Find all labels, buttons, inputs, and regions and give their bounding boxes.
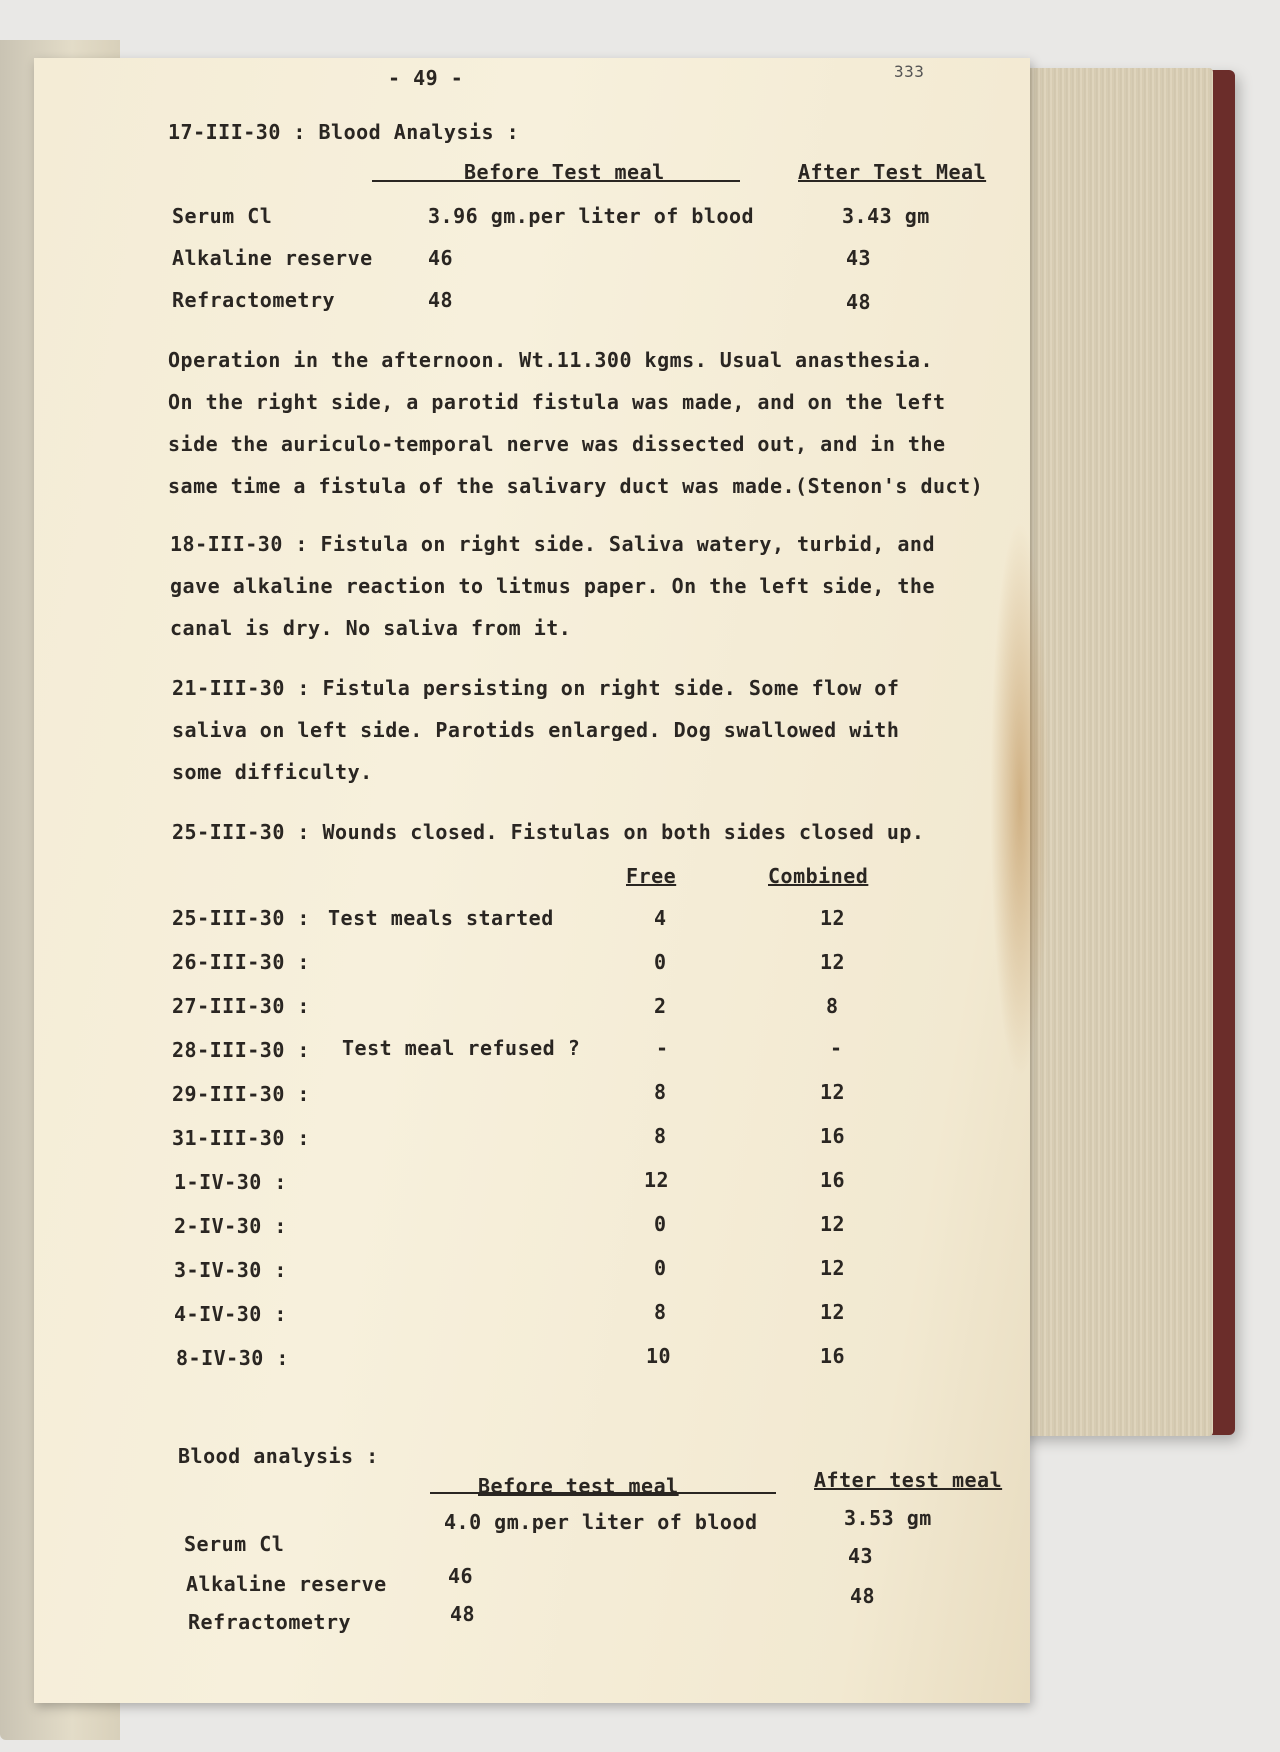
row-label: Serum Cl [172, 204, 273, 228]
row-after: 48 [846, 290, 872, 314]
page-number: - 49 - [388, 66, 464, 90]
row-date: 2-IV-30 : [174, 1214, 287, 1238]
row-free: 8 [654, 1124, 667, 1148]
text-line: On the right side, a parotid fistula was made, and on the left [168, 390, 946, 414]
col-before: Before Test meal [464, 160, 665, 184]
row-combined: - [830, 1036, 843, 1060]
row-note: Test meal refused ? [342, 1036, 581, 1060]
text-line: canal is dry. No saliva from it. [170, 616, 572, 640]
row-note: Test meals started [328, 906, 554, 930]
row-free: 10 [646, 1344, 672, 1368]
row-before: 46 [448, 1564, 474, 1588]
row-free: 0 [654, 1256, 667, 1280]
row-date: 8-IV-30 : [176, 1346, 289, 1370]
row-free: 8 [654, 1080, 667, 1104]
row-label: Alkaline reserve [172, 246, 373, 270]
row-combined: 12 [820, 906, 846, 930]
row-date: 28-III-30 : [172, 1038, 310, 1062]
row-after: 43 [846, 246, 872, 270]
row-date: 29-III-30 : [172, 1082, 310, 1106]
row-date: 1-IV-30 : [174, 1170, 287, 1194]
row-combined: 16 [820, 1168, 846, 1192]
row-combined: 16 [820, 1124, 846, 1148]
col-free: Free [626, 864, 677, 888]
row-combined: 12 [820, 1212, 846, 1236]
row-combined: 12 [820, 1080, 846, 1104]
row-free: 8 [654, 1300, 667, 1324]
row-label: Refractometry [172, 288, 336, 312]
col-before: Before test meal [478, 1474, 679, 1498]
row-before: 46 [428, 246, 454, 270]
entry1-header: 17-III-30 : Blood Analysis : [168, 120, 520, 144]
row-label: Serum Cl [184, 1532, 285, 1556]
row-free: 4 [654, 906, 667, 930]
row-label: Refractometry [188, 1610, 352, 1634]
row-date: 3-IV-30 : [174, 1258, 287, 1282]
row-combined: 8 [826, 994, 839, 1018]
row-label: Alkaline reserve [186, 1572, 387, 1596]
row-before: 48 [450, 1602, 476, 1626]
text-line: gave alkaline reaction to litmus paper. On the left side, the [170, 574, 936, 598]
corner-number: 333 [894, 62, 925, 81]
row-date: 27-III-30 : [172, 994, 310, 1018]
row-before: 4.0 gm.per liter of blood [444, 1510, 758, 1534]
row-free: - [656, 1036, 669, 1060]
text-line: 18-III-30 : Fistula on right side. Saliva watery, turbid, and [170, 532, 936, 556]
entry2-header-visible: Blood analysis : [178, 1444, 379, 1468]
row-after: 48 [850, 1584, 876, 1608]
col-after: After Test Meal [798, 160, 987, 184]
row-after: 3.53 gm [844, 1506, 932, 1530]
row-combined: 12 [820, 1300, 846, 1324]
row-date: 26-III-30 : [172, 950, 310, 974]
col-combined: Combined [768, 864, 869, 888]
row-after: 43 [848, 1544, 874, 1568]
text-line: 21-III-30 : Fistula persisting on right side. Some flow of [172, 676, 900, 700]
row-combined: 16 [820, 1344, 846, 1368]
row-date: 4-IV-30 : [174, 1302, 287, 1326]
row-combined: 12 [820, 1256, 846, 1280]
text-line: 25-III-30 : Wounds closed. Fistulas on both sides closed up. [172, 820, 925, 844]
row-before: 3.96 gm.per liter of blood [428, 204, 755, 228]
text-line: saliva on left side. Parotids enlarged. Dog swallowed with [172, 718, 900, 742]
row-combined: 12 [820, 950, 846, 974]
row-date: 25-III-30 : [172, 906, 310, 930]
text-line: side the auriculo-temporal nerve was dissected out, and in the [168, 432, 946, 456]
row-before: 48 [428, 288, 454, 312]
text-line: Operation in the afternoon. Wt.11.300 kgms. Usual anasthesia. [168, 348, 934, 372]
col-after: After test meal [814, 1468, 1003, 1492]
page-stain [990, 520, 1050, 1080]
row-after: 3.43 gm [842, 204, 930, 228]
row-free: 0 [654, 1212, 667, 1236]
text-line: some difficulty. [172, 760, 373, 784]
document-page [34, 58, 1030, 1703]
row-free: 0 [654, 950, 667, 974]
row-free: 2 [654, 994, 667, 1018]
row-free: 12 [644, 1168, 670, 1192]
text-line: same time a fistula of the salivary duct was made.(Stenon's duct) [168, 474, 984, 498]
row-date: 31-III-30 : [172, 1126, 310, 1150]
